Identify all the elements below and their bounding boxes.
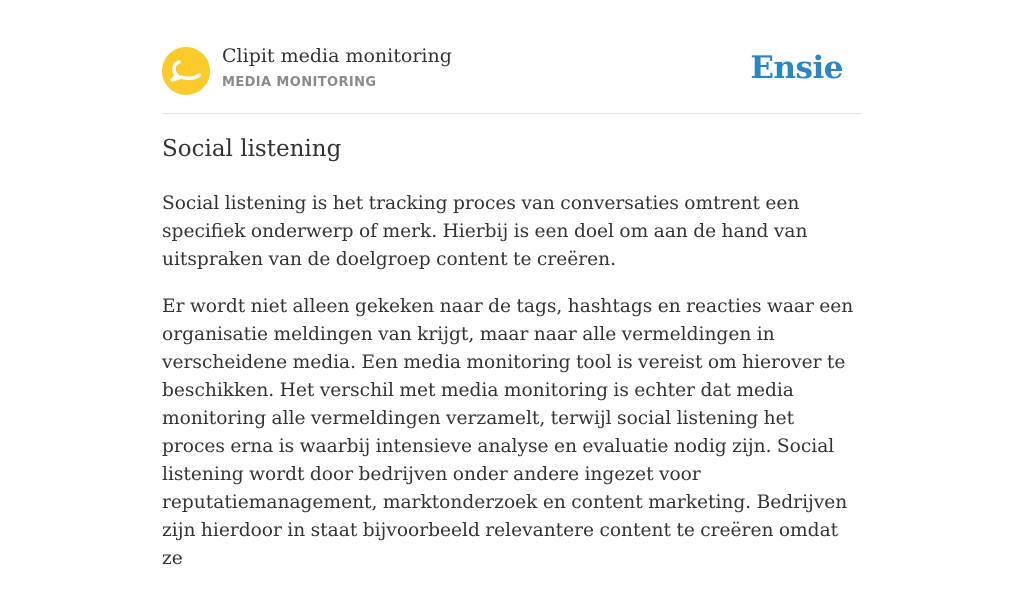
source-name[interactable]: Clipit media monitoring: [222, 45, 452, 67]
brand-logo[interactable]: Ensie: [750, 50, 843, 86]
article-container: [162, 0, 862, 569]
source-header: [162, 0, 862, 114]
speech-bubble-icon: [162, 47, 210, 95]
article-title: Social listening: [162, 136, 342, 162]
article-paragraph: Er wordt niet alleen gekeken naar de tags, hashtags en reacties waar een organisatie meldingen van krijgt, maar naar alle vermeldingen in verscheidene media. Een media monitoring tool is vereist om hierover te beschikken. Het verschil met media monitoring is echter dat media monitoring alle vermeldingen verzamelt, terwijl social listening het proces erna is waarbij intensieve analyse en evaluatie nodig zijn. Social listening wordt door bedrijven onder andere ingezet voor reputatiemanagement, marktonderzoek en content marketing. Bedrijven zijn hierdoor in staat bijvoorbeeld relevantere content te creëren omdat ze: [162, 296, 854, 569]
source-logo[interactable]: [162, 47, 210, 95]
article-paragraph: Social listening is het tracking proces van conversaties omtrent een specifiek onderwerp of merk. Hierbij is een doel om aan de hand van uitspraken van de doelgroep content te creëren.: [162, 193, 808, 270]
source-subtitle: MEDIA MONITORING: [222, 75, 377, 90]
article-body: [162, 190, 862, 592]
